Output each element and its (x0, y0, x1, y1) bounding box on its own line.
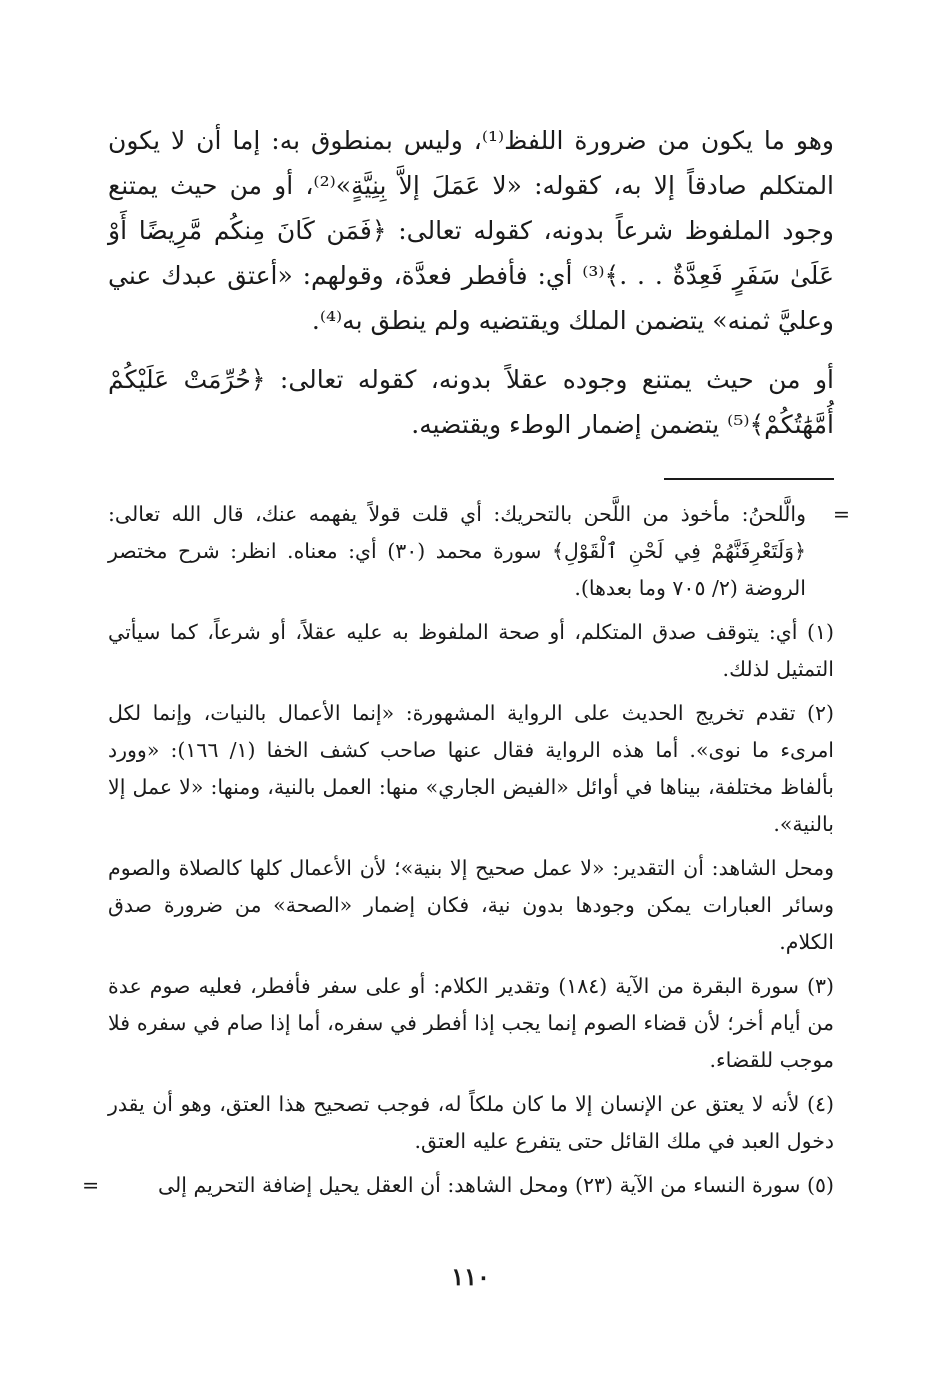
footnote-3: (٣) سورة البقرة من الآية (١٨٤) وتقدير الكلام: أو على سفر فأفطر، فعليه صوم عدة من أيام أخر؛ لأن قضاء الصوم إنما يجب إذا أفطر في سفره، أما إذا صام في سفره فلا موجب للقضاء. (108, 974, 835, 1072)
page-number: ١١٠ (451, 1262, 490, 1291)
footnote-carryover-text: والَّلحنُ: مأخوذ من اللَّحن بالتحريك: أي قلت قولاً يفهمه عنك، قال الله تعالى: ﴿وَلَتَعْرِفَنَّهُمْ فِي لَحْنِ ٱلْقَوْلِ﴾ سورة محمد (٣٠) أي: معناه. انظر: شرح مختصر الروضة (٢/ ٧٠٥ وما بعدها). (108, 502, 806, 600)
page-body (82, 118, 850, 1197)
footnote-2: (٢) تقدم تخريج الحديث على الرواية المشهورة: «إنما الأعمال بالنيات، وإنما لكل امرىء ما نوى». أما هذه الرواية فقال عنها صاحب كشف الخفا (١/ ١٦٦): «وورد بألفاظ مختلفة، بيناها في أوائل «الفيض الجاري» منها: العمل بالنية، ومنها: «لا عمل إلا بالنية». (108, 701, 834, 836)
footnote-carryover (108, 496, 850, 607)
footnote-4: (٤) لأنه لا يعتق عن الإنسان إلا ما كان ملكاً له، فوجب تصحيح هذا العتق، وهو أن يقدر دخول العبد في ملك القائل حتى يتفرع عليه العتق. (108, 1092, 834, 1153)
continuation-mark-top: = (832, 502, 850, 526)
footnotes-section (82, 496, 850, 1204)
main-text (108, 118, 834, 447)
main-paragraph-2: أو من حيث يمتنع وجوده عقلاً بدونه، كقوله تعالى: ﴿حُرِّمَتْ عَلَيْكُمْ أُمَّهَٰتُكُمْ﴾⁽⁵⁾ يتضمن إضمار الوطء ويقتضيه. (108, 365, 834, 439)
footnote-5 (82, 1167, 834, 1204)
footnote-5-text: (٥) سورة النساء من الآية (٢٣) ومحل الشاهد: أن العقل يحيل إضافة التحريم إلى (157, 1173, 834, 1197)
footnote-2-continued: ومحل الشاهد: أن التقدير: «لا عمل صحيح إلا بنية»؛ لأن الأعمال كلها كالصلاة والصوم وسائر العبارات يمكن وجودها بدون نية، فكان إضمار «الصحة» من ضرورة صدق الكلام. (108, 856, 834, 954)
continuation-mark-bottom: = (82, 1173, 100, 1197)
main-paragraph-1: وهو ما يكون من ضرورة اللفظ⁽¹⁾، وليس بمنطوق به: إما أن لا يكون المتكلم صادقاً إلا به، كقوله: «لا عَمَلَ إلاَّ بِنِيَّةٍ»⁽²⁾، أو من حيث يمتنع وجود الملفوظ شرعاً بدونه، كقوله تعالى: ﴿فَمَن كَانَ مِنكُم مَّرِيضًا أَوْ عَلَىٰ سَفَرٍ فَعِدَّةٌ . . .﴾⁽³⁾ أي: فأفطر فعدَّة، وقولهم: «أعتق عبدك عني وعليَّ ثمنه» يتضمن الملك ويقتضيه ولم ينطق به⁽⁴⁾. (108, 126, 835, 335)
footnote-separator (664, 478, 834, 480)
footnote-1: (١) أي: يتوقف صدق المتكلم، أو صحة الملفوظ به عليه عقلاً، أو شرعاً، كما سيأتي التمثيل لذلك. (108, 620, 834, 681)
